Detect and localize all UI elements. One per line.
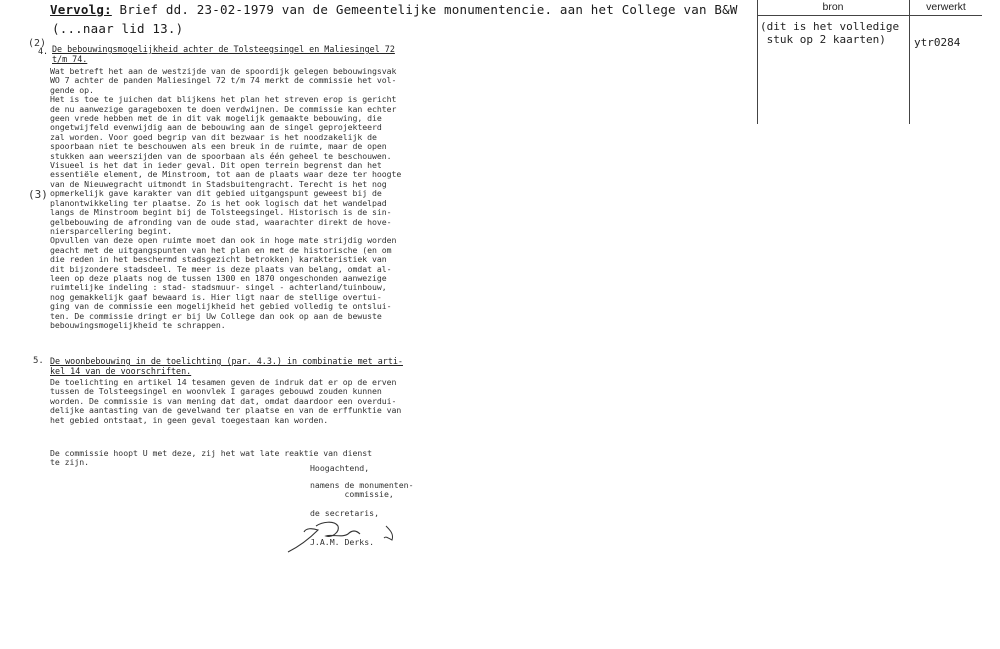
verwerkt-value: ytr0284 bbox=[914, 36, 961, 49]
margin-note-3: (3) bbox=[28, 188, 48, 201]
source-table bbox=[757, 0, 982, 124]
section-4-number: 4. bbox=[38, 46, 49, 56]
section-5-title-line2: kel 14 van de voorschriften. bbox=[50, 366, 192, 376]
closing-greeting: Hoogachtend, bbox=[310, 463, 370, 473]
bron-header: bron bbox=[757, 0, 909, 16]
section-5-body: De toelichting en artikel 14 tesamen geven de indruk dat er op de erven tussen de Tolsteegsingel en woonvlek I garages gebouwd zouden kunnen worden. De commissie is van mening dat dat, omdat daardoor een overdui- delijke aantasting van de gevelwand ter plaatse en van de erffunktie van het gebied ontstaat, in geen geval toegestaan kan worden. bbox=[50, 377, 402, 425]
verwerkt-header: verwerkt bbox=[910, 0, 982, 16]
closing-on-behalf: namens de monumenten- commissie, bbox=[310, 480, 414, 500]
handwritten-signature bbox=[282, 516, 412, 556]
closing-secretary: de secretaris, bbox=[310, 508, 380, 518]
signatory-name: J.A.M. Derks. bbox=[310, 537, 375, 547]
section-4-body: Wat betreft het aan de westzijde van de spoordijk gelegen bebouwingsvak WO 7 achter de panden Maliesingel 72 t/m 74 merkt de commissie het vol- gende op. Het is toe te juichen dat blijkens het plan het streven erop is gericht de nu aanwezige garageboxen te doen verdwijnen. De commissie kan echter geen vrede hebben met de in dit vak mogelijk gemaakte bebouwing, die ongetwijfeld evenwijdig aan de bebouwing aan de singel geprojekteerd zal worden. Voor goed begrip van dit bezwaar is het noodzakelijk de spoorbaan niet te beschouwen als een breuk in de ruimte, maar de open stukken aan weerszijden van de spoorbaan als één geheel te beschouwen. Visueel is het dat in ieder geval. Dit open terrein begrenst dan het essentiële element, de Minstroom, tot aan de plaats waar deze ter hoogte van de Nieuwegracht uitmondt in Stadsbuitengracht. Terecht is het nog opmerkelijk gave karakter van dit gebied uitgangspunt geweest bij de planontwikkeling ter plaatse. Zo is het ook logisch dat het wandelpad langs de Minstroom begint bij de Tolsteegsingel. Historisch is de sin- gelbebouwing de afronding van de oude stad, waarachter direkt de hove- niersparcellering begint. Opvullen van deze open ruimte moet dan ook in hoge mate strijdig worden geacht met de uitgangspunten van het plan en met de historische (en om die reden in het beschermd stadsgezicht betrokken) karakteristiek van dit bijzondere stadsdeel. Te meer is deze plaats van belang, omdat al- leen op deze plaats nog de tussen 1300 en 1870 ongeschonden aanwezige ruimtelijke indeling : stad- stadsmuur- singel - achterland/tuinbouw, nog gemakkelijk gaaf bewaard is. Hier ligt naar de stellige overtui- ging van de commissie een mogelijkheid het gebied volledig te ontslui- ten. De commissie dringt er bij Uw College dan ook op aan de bewuste bebouwingsmogelijkheid te schrappen. bbox=[50, 66, 402, 330]
section-5-title-line1: De woonbebouwing in de toelichting (par. 4.3.) in combinatie met arti- bbox=[50, 356, 403, 366]
letter-header-line2: (...naar lid 13.) bbox=[52, 21, 184, 36]
section-4-title-line1: De bebouwingsmogelijkheid achter de Tolsteegsingel en Maliesingel 72 bbox=[52, 44, 395, 54]
vervolg-label: Vervolg: bbox=[50, 2, 112, 17]
section-5-number: 5. bbox=[33, 356, 44, 366]
margin-note-2: (2) bbox=[28, 38, 47, 49]
letter-header-line1 bbox=[50, 2, 738, 17]
bron-value: (dit is het volledige stuk op 2 kaarten) bbox=[760, 20, 900, 46]
section-4-title-line2: t/m 74. bbox=[52, 54, 88, 64]
letter-reference: Brief dd. 23-02-1979 van de Gemeentelijke monumentencie. aan het College van B&W bbox=[111, 2, 738, 17]
closing-text: De commissie hoopt U met deze, zij het wat late reaktie van dienst te zijn. bbox=[50, 448, 373, 468]
table-border-middle bbox=[909, 0, 910, 124]
table-border-left bbox=[757, 0, 758, 124]
